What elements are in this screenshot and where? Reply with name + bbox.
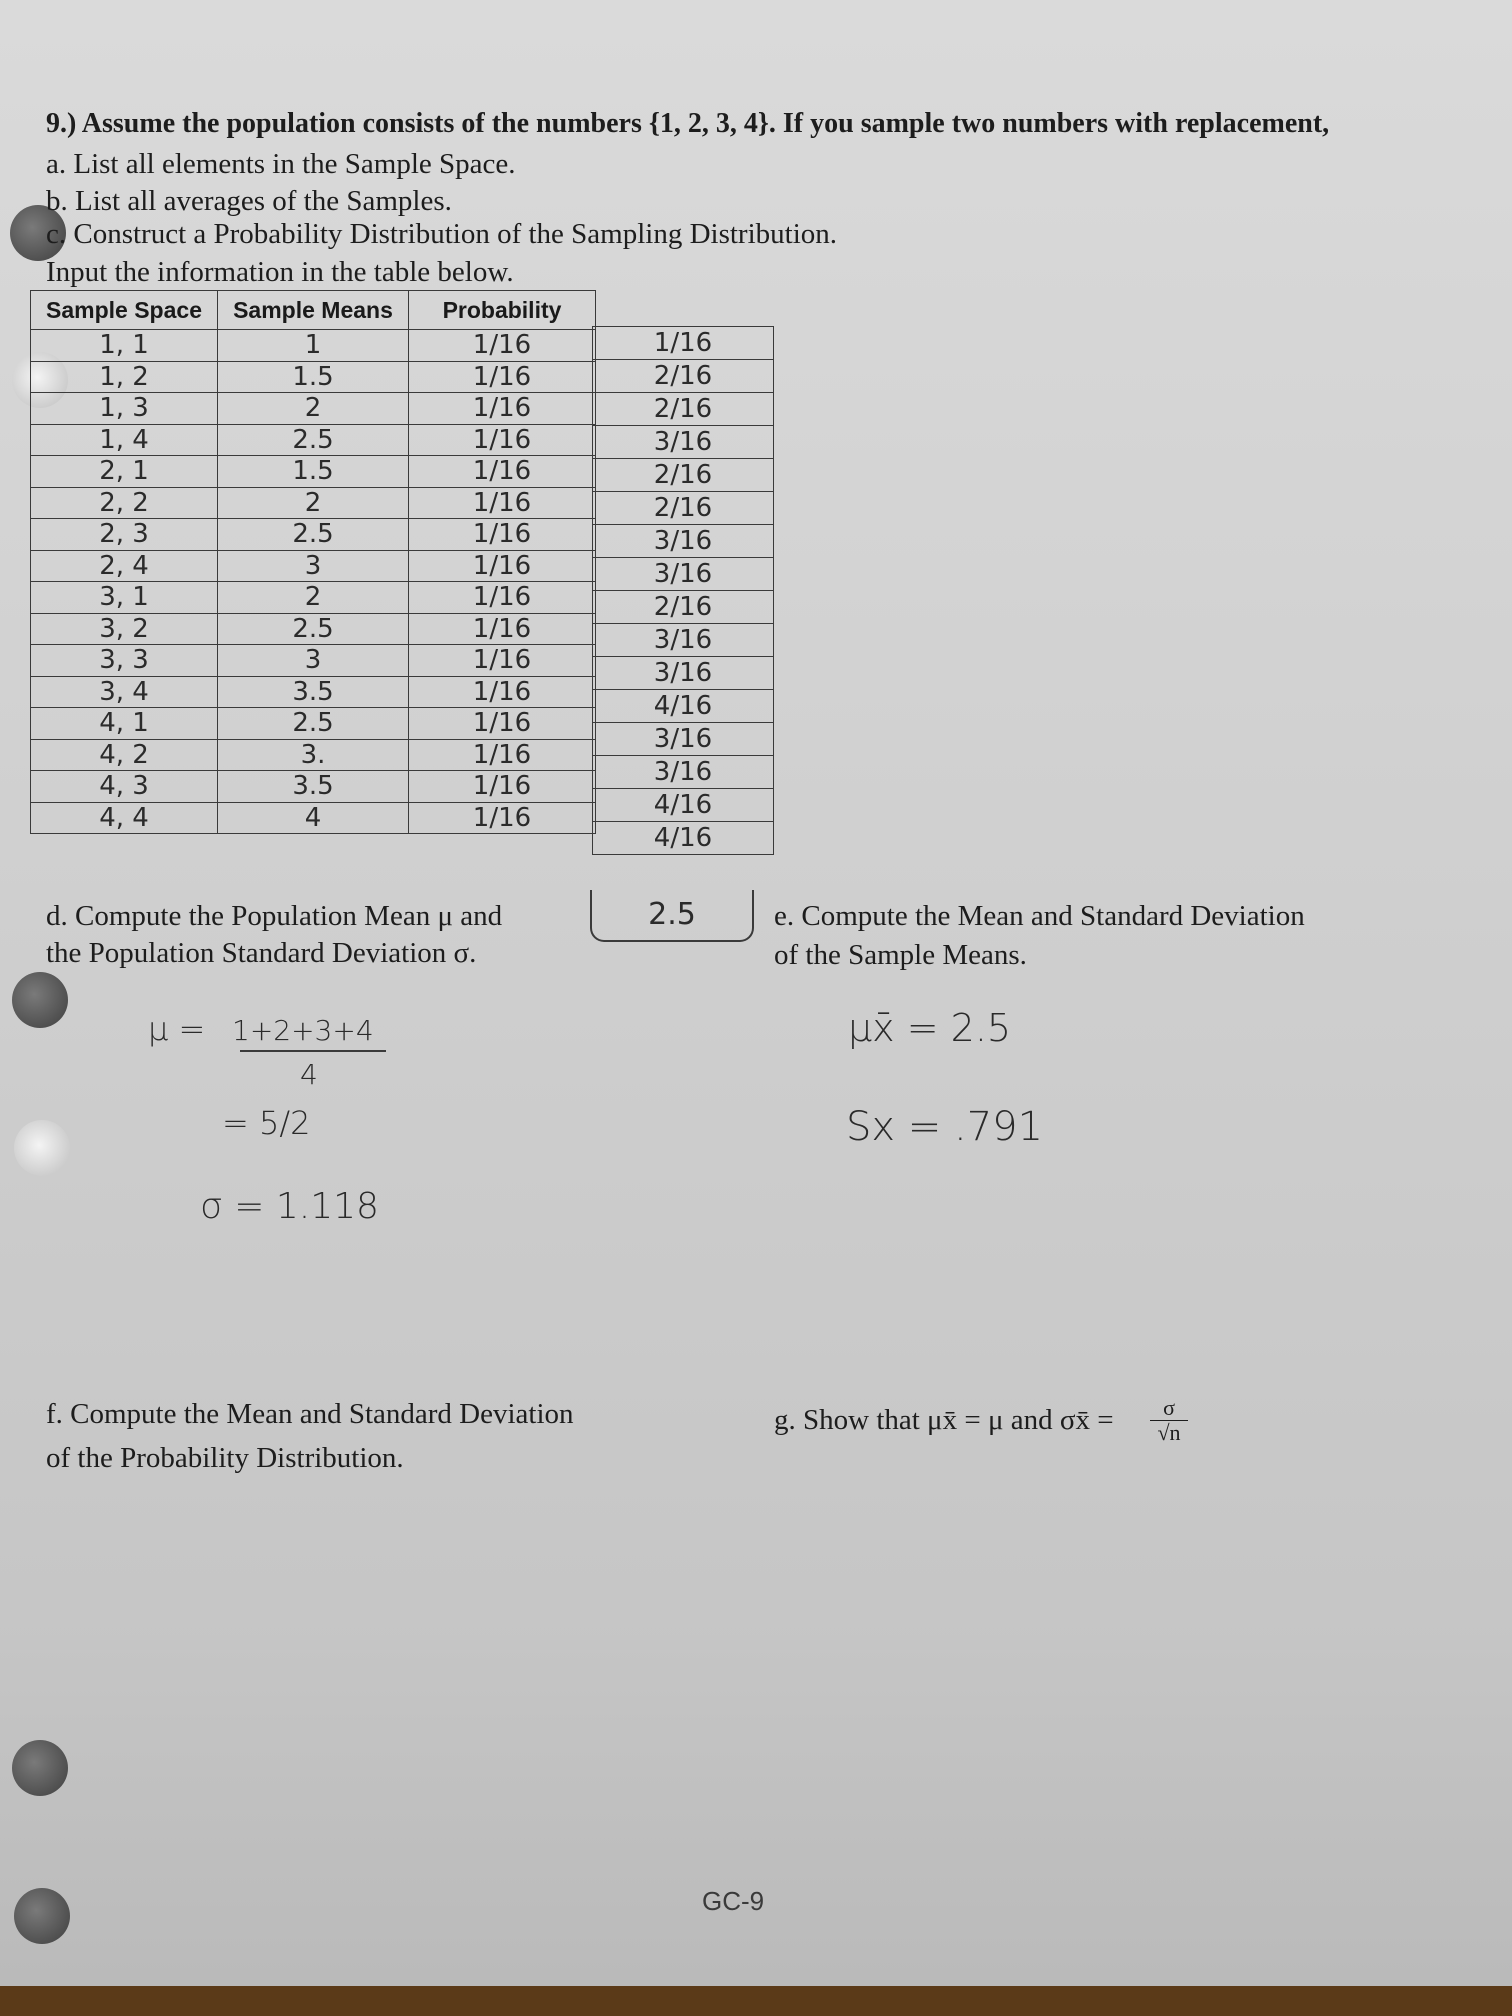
side-column-cell: 3/16	[593, 657, 774, 690]
sample-space-cell: 1, 4	[31, 424, 218, 456]
sample-space-cell: 3, 3	[31, 645, 218, 677]
sample-mean-cell: 2	[218, 582, 409, 614]
fraction-bar	[240, 1050, 386, 1052]
side-column-cell: 2/16	[593, 459, 774, 492]
sample-mean-cell: 2.5	[218, 519, 409, 551]
probability-cell: 1/16	[409, 739, 596, 771]
sample-space-cell: 2, 1	[31, 456, 218, 488]
side-column-row	[593, 822, 774, 855]
header-probability: Probability	[409, 291, 596, 330]
probability-cell: 1/16	[409, 456, 596, 488]
question-part-a: a. List all elements in the Sample Space.	[46, 148, 516, 180]
table-row	[31, 424, 596, 456]
sample-means-sd: Sx = .791	[846, 1104, 1044, 1150]
table-row	[31, 456, 596, 488]
part-e-prompt-line2: of the Sample Means.	[774, 939, 1027, 971]
side-column-total: 2.5	[590, 890, 754, 942]
part-e-prompt-line1: e. Compute the Mean and Standard Deviation	[774, 900, 1305, 932]
table-row	[31, 739, 596, 771]
side-column-row	[593, 690, 774, 723]
probability-cell: 1/16	[409, 771, 596, 803]
part-d-prompt-line1: d. Compute the Population Mean μ and	[46, 900, 503, 932]
side-column-cell: 4/16	[593, 690, 774, 723]
sigma-result: σ = 1.118	[200, 1186, 379, 1227]
sample-space-cell: 3, 1	[31, 582, 218, 614]
header-sample-space: Sample Space	[31, 291, 218, 330]
side-column-row	[593, 558, 774, 591]
sample-mean-cell: 2.5	[218, 424, 409, 456]
table-header-row	[31, 291, 596, 330]
side-column-cell: 1/16	[593, 327, 774, 360]
probability-cell: 1/16	[409, 550, 596, 582]
side-column-row	[593, 492, 774, 525]
sample-means-mean: μx̄ = 2.5	[848, 1006, 1012, 1050]
table-row	[31, 802, 596, 834]
side-column-cell: 3/16	[593, 426, 774, 459]
side-column-cell: 2/16	[593, 360, 774, 393]
side-column-cell: 4/16	[593, 789, 774, 822]
table-row	[31, 645, 596, 677]
part-d-prompt-line2: the Population Standard Deviation σ.	[46, 937, 477, 969]
table-row	[31, 487, 596, 519]
part-f-prompt-line1: f. Compute the Mean and Standard Deviation	[46, 1398, 574, 1430]
header-sample-means: Sample Means	[218, 291, 409, 330]
side-column-cell: 3/16	[593, 558, 774, 591]
side-column-row	[593, 360, 774, 393]
sample-mean-cell: 2.5	[218, 613, 409, 645]
probability-cell: 1/16	[409, 393, 596, 425]
input-instruction: Input the information in the table below.	[46, 256, 514, 288]
fraction-numerator: σ	[1150, 1396, 1188, 1421]
probability-cell: 1/16	[409, 582, 596, 614]
sample-mean-cell: 3	[218, 550, 409, 582]
mean-result: = 5/2	[222, 1104, 311, 1142]
side-column-row	[593, 525, 774, 558]
sample-space-cell: 3, 4	[31, 676, 218, 708]
sample-mean-cell: 1.5	[218, 456, 409, 488]
sample-space-cell: 4, 4	[31, 802, 218, 834]
side-column-row	[593, 624, 774, 657]
table-row	[31, 676, 596, 708]
probability-cell: 1/16	[409, 361, 596, 393]
table-row	[31, 330, 596, 362]
side-column-row	[593, 756, 774, 789]
probability-cell: 1/16	[409, 676, 596, 708]
table-row	[31, 582, 596, 614]
sample-mean-cell: 3.5	[218, 676, 409, 708]
sample-mean-cell: 3	[218, 645, 409, 677]
sample-space-cell: 2, 2	[31, 487, 218, 519]
sample-space-cell: 4, 3	[31, 771, 218, 803]
sample-mean-cell: 2.5	[218, 708, 409, 740]
fraction-denominator: √n	[1157, 1420, 1181, 1445]
sigma-over-root-n	[1150, 1396, 1188, 1445]
sample-space-cell: 1, 2	[31, 361, 218, 393]
sample-mean-cell: 2	[218, 487, 409, 519]
side-column-cell: 3/16	[593, 525, 774, 558]
table-row	[31, 393, 596, 425]
probability-cell: 1/16	[409, 487, 596, 519]
side-column-cell: 2/16	[593, 492, 774, 525]
binder-hole	[12, 1740, 68, 1796]
binder-hole	[14, 1888, 70, 1944]
probability-cell: 1/16	[409, 519, 596, 551]
side-column-cell: 3/16	[593, 624, 774, 657]
table-row	[31, 361, 596, 393]
question-header: 9.) Assume the population consists of the numbers {1, 2, 3, 4}. If you sample two numbers with replacement,	[46, 108, 1330, 139]
sample-mean-cell: 3.	[218, 739, 409, 771]
probability-cell: 1/16	[409, 613, 596, 645]
table-row	[31, 771, 596, 803]
table-row	[31, 550, 596, 582]
sample-space-cell: 3, 2	[31, 613, 218, 645]
background-floor	[0, 1986, 1512, 2016]
side-column-row	[593, 591, 774, 624]
sample-mean-cell: 4	[218, 802, 409, 834]
side-column-row	[593, 426, 774, 459]
mean-denominator: 4	[300, 1058, 318, 1091]
sample-mean-cell: 1	[218, 330, 409, 362]
probability-cell: 1/16	[409, 424, 596, 456]
binder-hole	[14, 1120, 70, 1176]
sample-mean-cell: 2	[218, 393, 409, 425]
table-row	[31, 519, 596, 551]
sample-space-cell: 4, 2	[31, 739, 218, 771]
mean-numerator: 1+2+3+4	[232, 1014, 374, 1047]
side-column-cell: 3/16	[593, 756, 774, 789]
side-column-row	[593, 789, 774, 822]
sample-space-cell: 2, 4	[31, 550, 218, 582]
side-column-cell: 4/16	[593, 822, 774, 855]
part-f-prompt-line2: of the Probability Distribution.	[46, 1442, 404, 1474]
table-row	[31, 708, 596, 740]
part-g-prompt: g. Show that μx̄ = μ and σx̄ =	[774, 1404, 1114, 1436]
side-column-row	[593, 393, 774, 426]
side-column-row	[593, 459, 774, 492]
sample-space-cell: 1, 1	[31, 330, 218, 362]
side-column-row	[593, 723, 774, 756]
sample-mean-cell: 1.5	[218, 361, 409, 393]
probability-cell: 1/16	[409, 330, 596, 362]
sample-space-cell: 2, 3	[31, 519, 218, 551]
sampling-table	[30, 290, 596, 834]
probability-cell: 1/16	[409, 645, 596, 677]
side-column-cell: 2/16	[593, 393, 774, 426]
table-row	[31, 613, 596, 645]
side-column-row	[593, 657, 774, 690]
sample-space-cell: 1, 3	[31, 393, 218, 425]
side-column-cell: 3/16	[593, 723, 774, 756]
sample-mean-cell: 3.5	[218, 771, 409, 803]
probability-cell: 1/16	[409, 802, 596, 834]
handwritten-side-column	[592, 326, 774, 855]
question-part-b: b. List all averages of the Samples.	[46, 185, 452, 217]
binder-hole	[12, 972, 68, 1028]
page-footer: GC-9	[702, 1886, 765, 1916]
probability-cell: 1/16	[409, 708, 596, 740]
mu-label: μ =	[148, 1010, 206, 1048]
side-column-row	[593, 327, 774, 360]
sample-space-cell: 4, 1	[31, 708, 218, 740]
side-column-cell: 2/16	[593, 591, 774, 624]
question-part-c: c. Construct a Probability Distribution of the Sampling Distribution.	[46, 218, 838, 250]
